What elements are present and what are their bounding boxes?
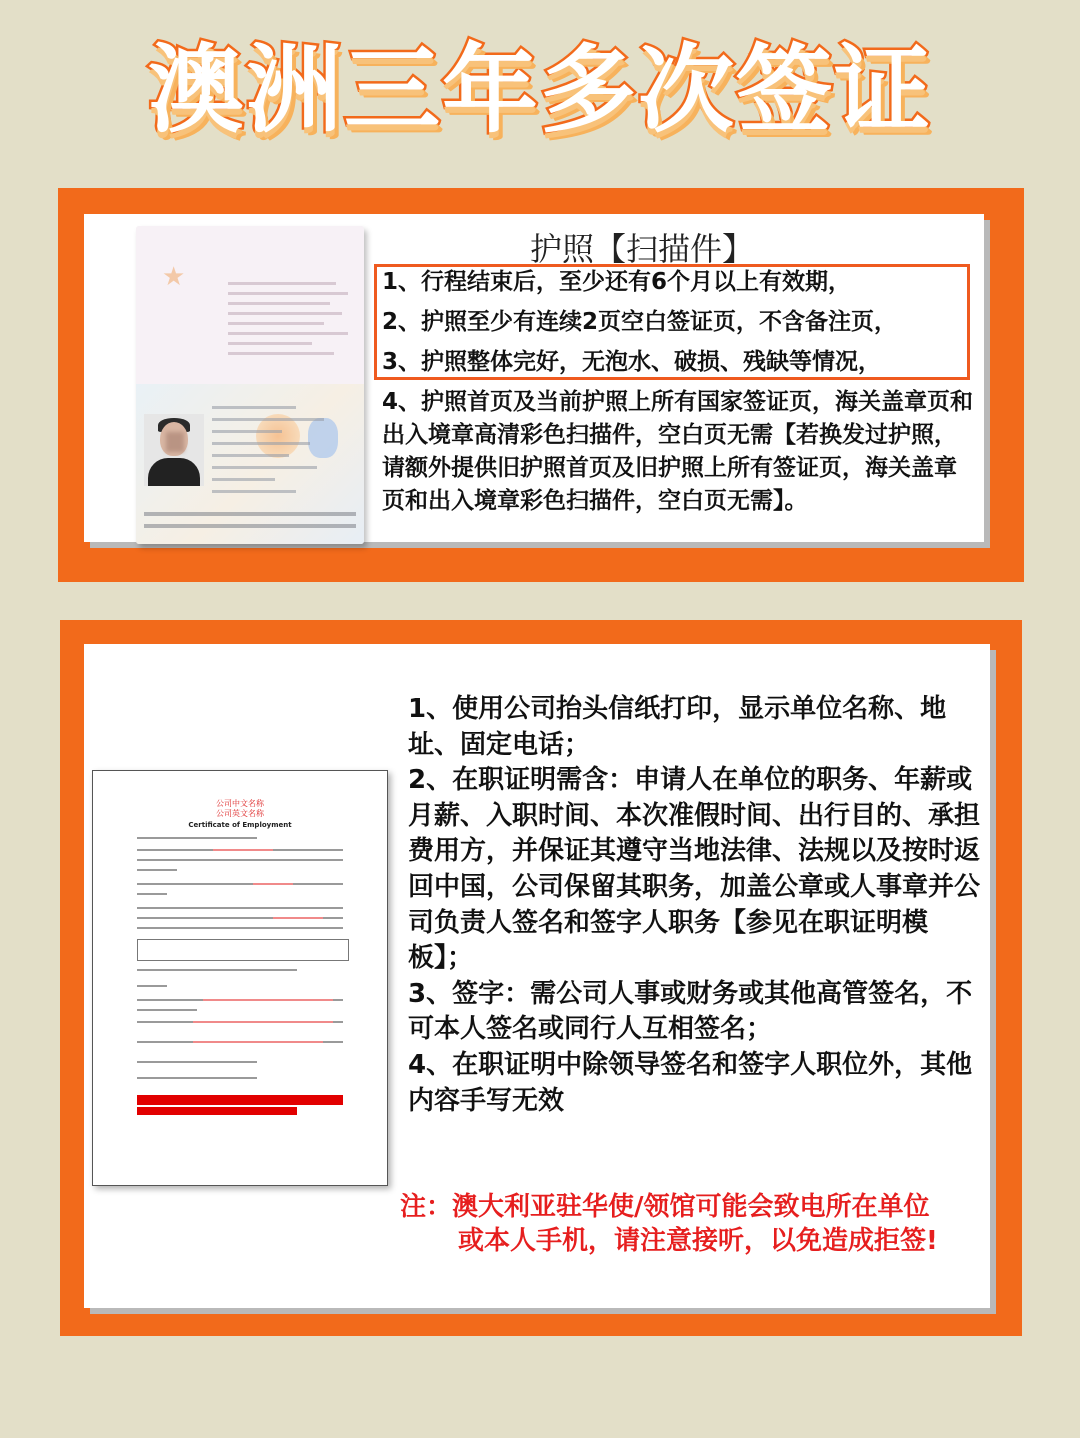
certificate-red-bar [137, 1095, 343, 1105]
passport-item-2: 2、护照至少有连续2页空白签证页，不含备注页， [382, 309, 898, 335]
certificate-red-bar-2 [137, 1107, 297, 1115]
passport-mrz [144, 512, 356, 536]
passport-item-4: 4、护照首页及当前护照上所有国家签证页，海关盖章页和出入境章高清彩色扫描件，空白页无需【若换发过护照，请额外提供旧护照首页及旧护照上所有签证页，海关盖章页和出入境章彩色扫描件，空白页无需】。 [382, 389, 974, 514]
page-title: 澳洲三年多次签证 [148, 34, 932, 146]
passport-data-page [136, 384, 364, 544]
certificate-title: Certificate of Employment [188, 821, 292, 829]
passport-fields [212, 406, 352, 502]
passport-image [136, 226, 364, 544]
note-line-1: 注：澳大利亚驻华使/领馆可能会致电所在单位 [400, 1192, 930, 1222]
passport-item-3: 3、护照整体完好，无泡水、破损、残缺等情况， [382, 349, 882, 375]
passport-top-page [136, 226, 364, 384]
star-icon: ★ [162, 262, 186, 292]
passport-text-lines [228, 282, 348, 362]
warning-note [400, 1190, 990, 1258]
passport-heading: 护照【扫描件】 [530, 230, 755, 268]
passport-photo [144, 414, 204, 486]
note-line-2: 或本人手机，请注意接听，以免造成拒签! [458, 1226, 938, 1256]
certificate-table [137, 939, 349, 961]
passport-item-1: 1、行程结束后，至少还有6个月以上有效期， [382, 269, 852, 295]
certificate-image [92, 770, 388, 1186]
employment-requirements: 1、使用公司抬头信纸打印，显示单位名称、地址、固定电话； 2、在职证明需含：申请人在单位的职务、年薪或月薪、入职时间、本次准假时间、出行目的、承担费用方，并保证其遵守当地法律、法规以及按时返回中国，公司保留其职务，加盖公章或人事章并公司负责人签名和签字人职务【参见在职证明模板】； 3、签字：需公司人事或财务或其他高管签名，不可本人签名或同行人互相签名； 4、在职证明中除领导签名和签字人职位外，其他内容手写无效 [408, 694, 981, 1116]
certificate-company-name: 公司中文名称 公司英文名称 [216, 799, 264, 818]
